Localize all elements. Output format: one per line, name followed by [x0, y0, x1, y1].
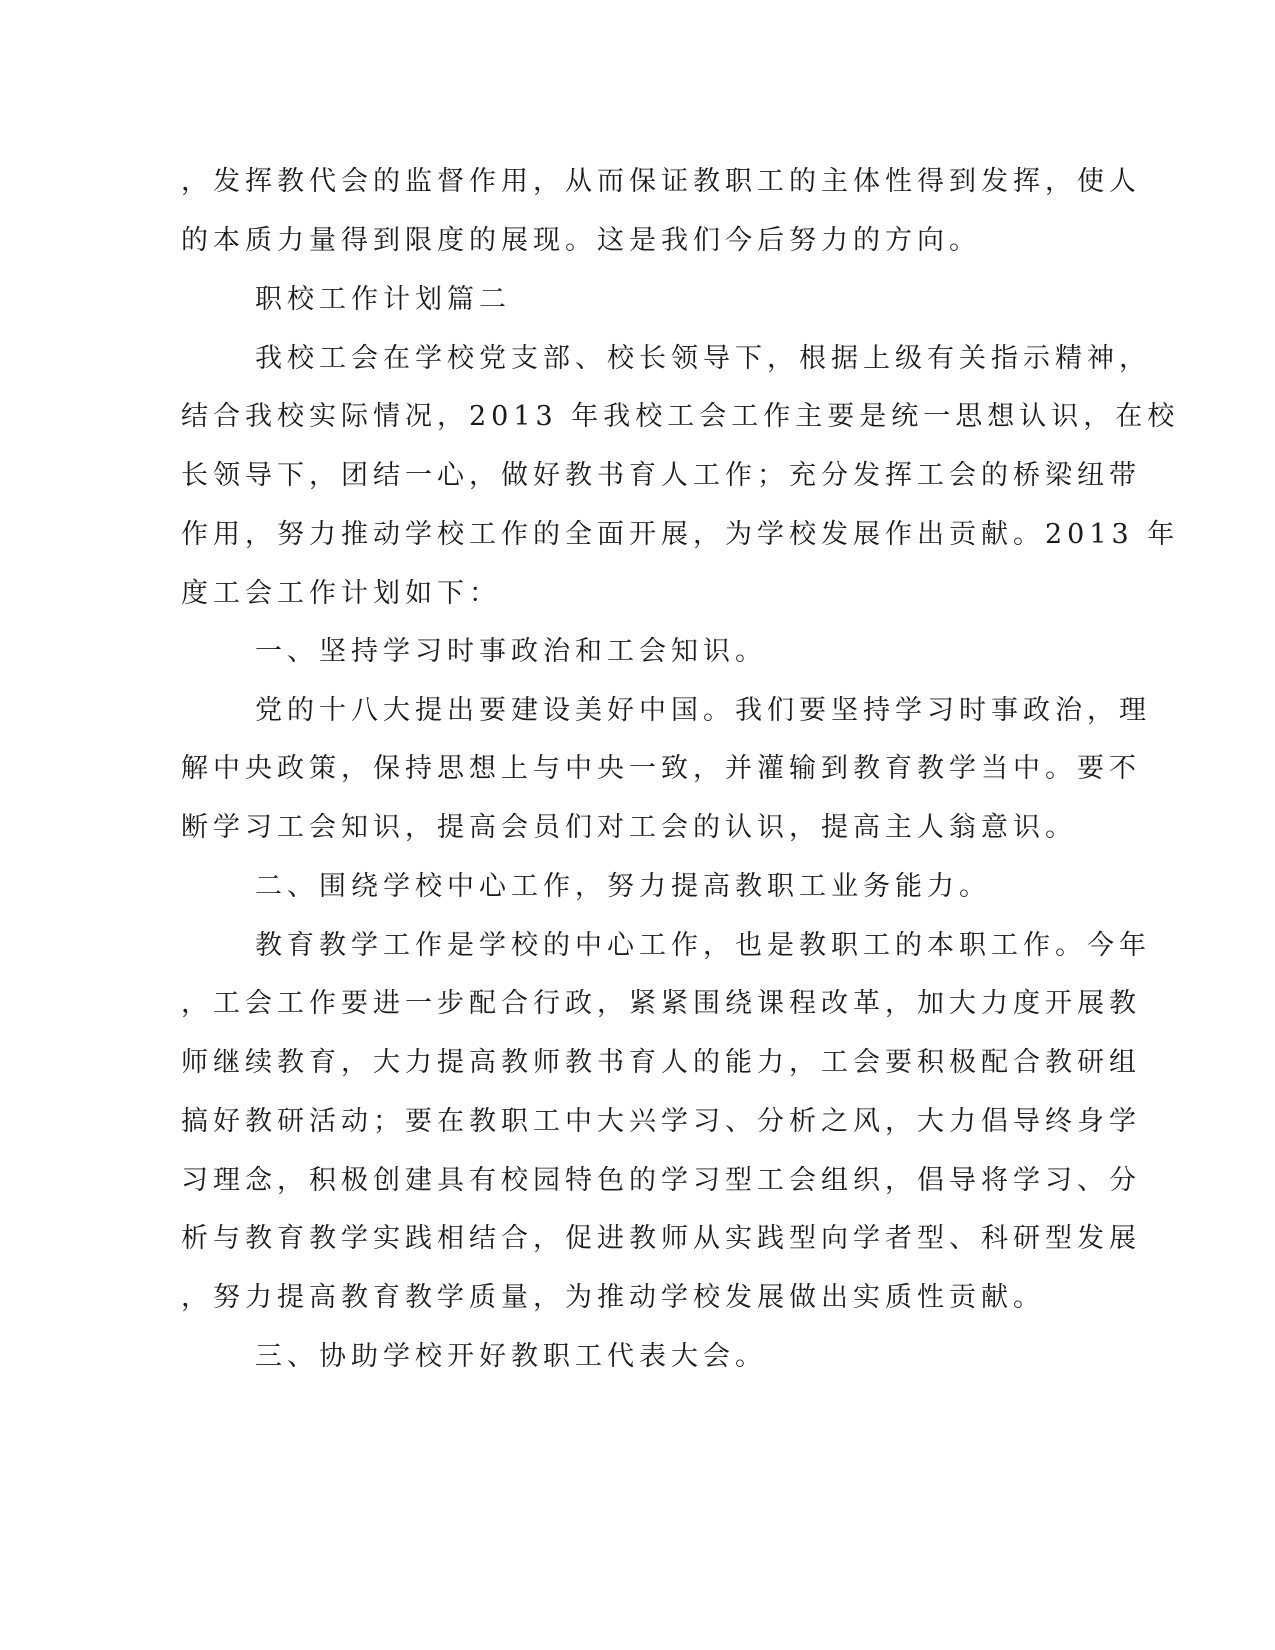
text-line-17: 搞好教研活动；要在教职工中大兴学习、分析之风，大力倡导终身学 [181, 1106, 1141, 1137]
text-line-14: 教育教学工作是学校的中心工作，也是教职工的本职工作。今年 [255, 930, 1151, 961]
section-heading-3: 三、协助学校开好教职工代表大会。 [255, 1341, 767, 1372]
text-line-1: ，发挥教代会的监督作用，从而保证教职工的主体性得到发挥，使人 [181, 166, 1141, 197]
text-line-12: 断学习工会知识，提高会员们对工会的认识，提高主人翁意识。 [181, 812, 1077, 843]
text-line-20: ，努力提高教育教学质量，为推动学校发展做出实质性贡献。 [181, 1282, 1045, 1313]
text-line-18: 习理念，积极创建具有校园特色的学习型工会组织，倡导将学习、分 [181, 1165, 1141, 1196]
text-line-15: ，工会工作要进一步配合行政，紧紧围绕课程改革，加大力度开展教 [181, 988, 1141, 1019]
text-line-5: 结合我校实际情况，2013 年我校工会工作主要是统一思想认识，在校 [181, 401, 1180, 432]
section-heading-2: 二、围绕学校中心工作，努力提高教职工业务能力。 [255, 871, 991, 902]
text-line-10: 党的十八大提出要建设美好中国。我们要坚持学习时事政治，理 [255, 695, 1151, 726]
text-line-19: 析与教育教学实践相结合，促进教师从实践型向学者型、科研型发展 [181, 1223, 1141, 1254]
text-line-4: 我校工会在学校党支部、校长领导下，根据上级有关指示精神， [255, 343, 1151, 374]
text-line-7: 作用，努力推动学校工作的全面开展，为学校发展作出贡献。2013 年 [181, 519, 1180, 550]
section-heading-plan-2: 职校工作计划篇二 [255, 284, 511, 315]
section-heading-1: 一、坚持学习时事政治和工会知识。 [255, 636, 767, 667]
text-line-2: 的本质力量得到限度的展现。这是我们今后努力的方向。 [181, 225, 981, 256]
text-line-6: 长领导下，团结一心，做好教书育人工作；充分发挥工会的桥梁纽带 [181, 460, 1141, 491]
text-line-11: 解中央政策，保持思想上与中央一致，并灌输到教育教学当中。要不 [181, 753, 1141, 784]
text-line-8: 度工会工作计划如下： [181, 578, 501, 609]
text-line-16: 师继续教育，大力提高教师教书育人的能力，工会要积极配合教研组 [181, 1047, 1141, 1078]
